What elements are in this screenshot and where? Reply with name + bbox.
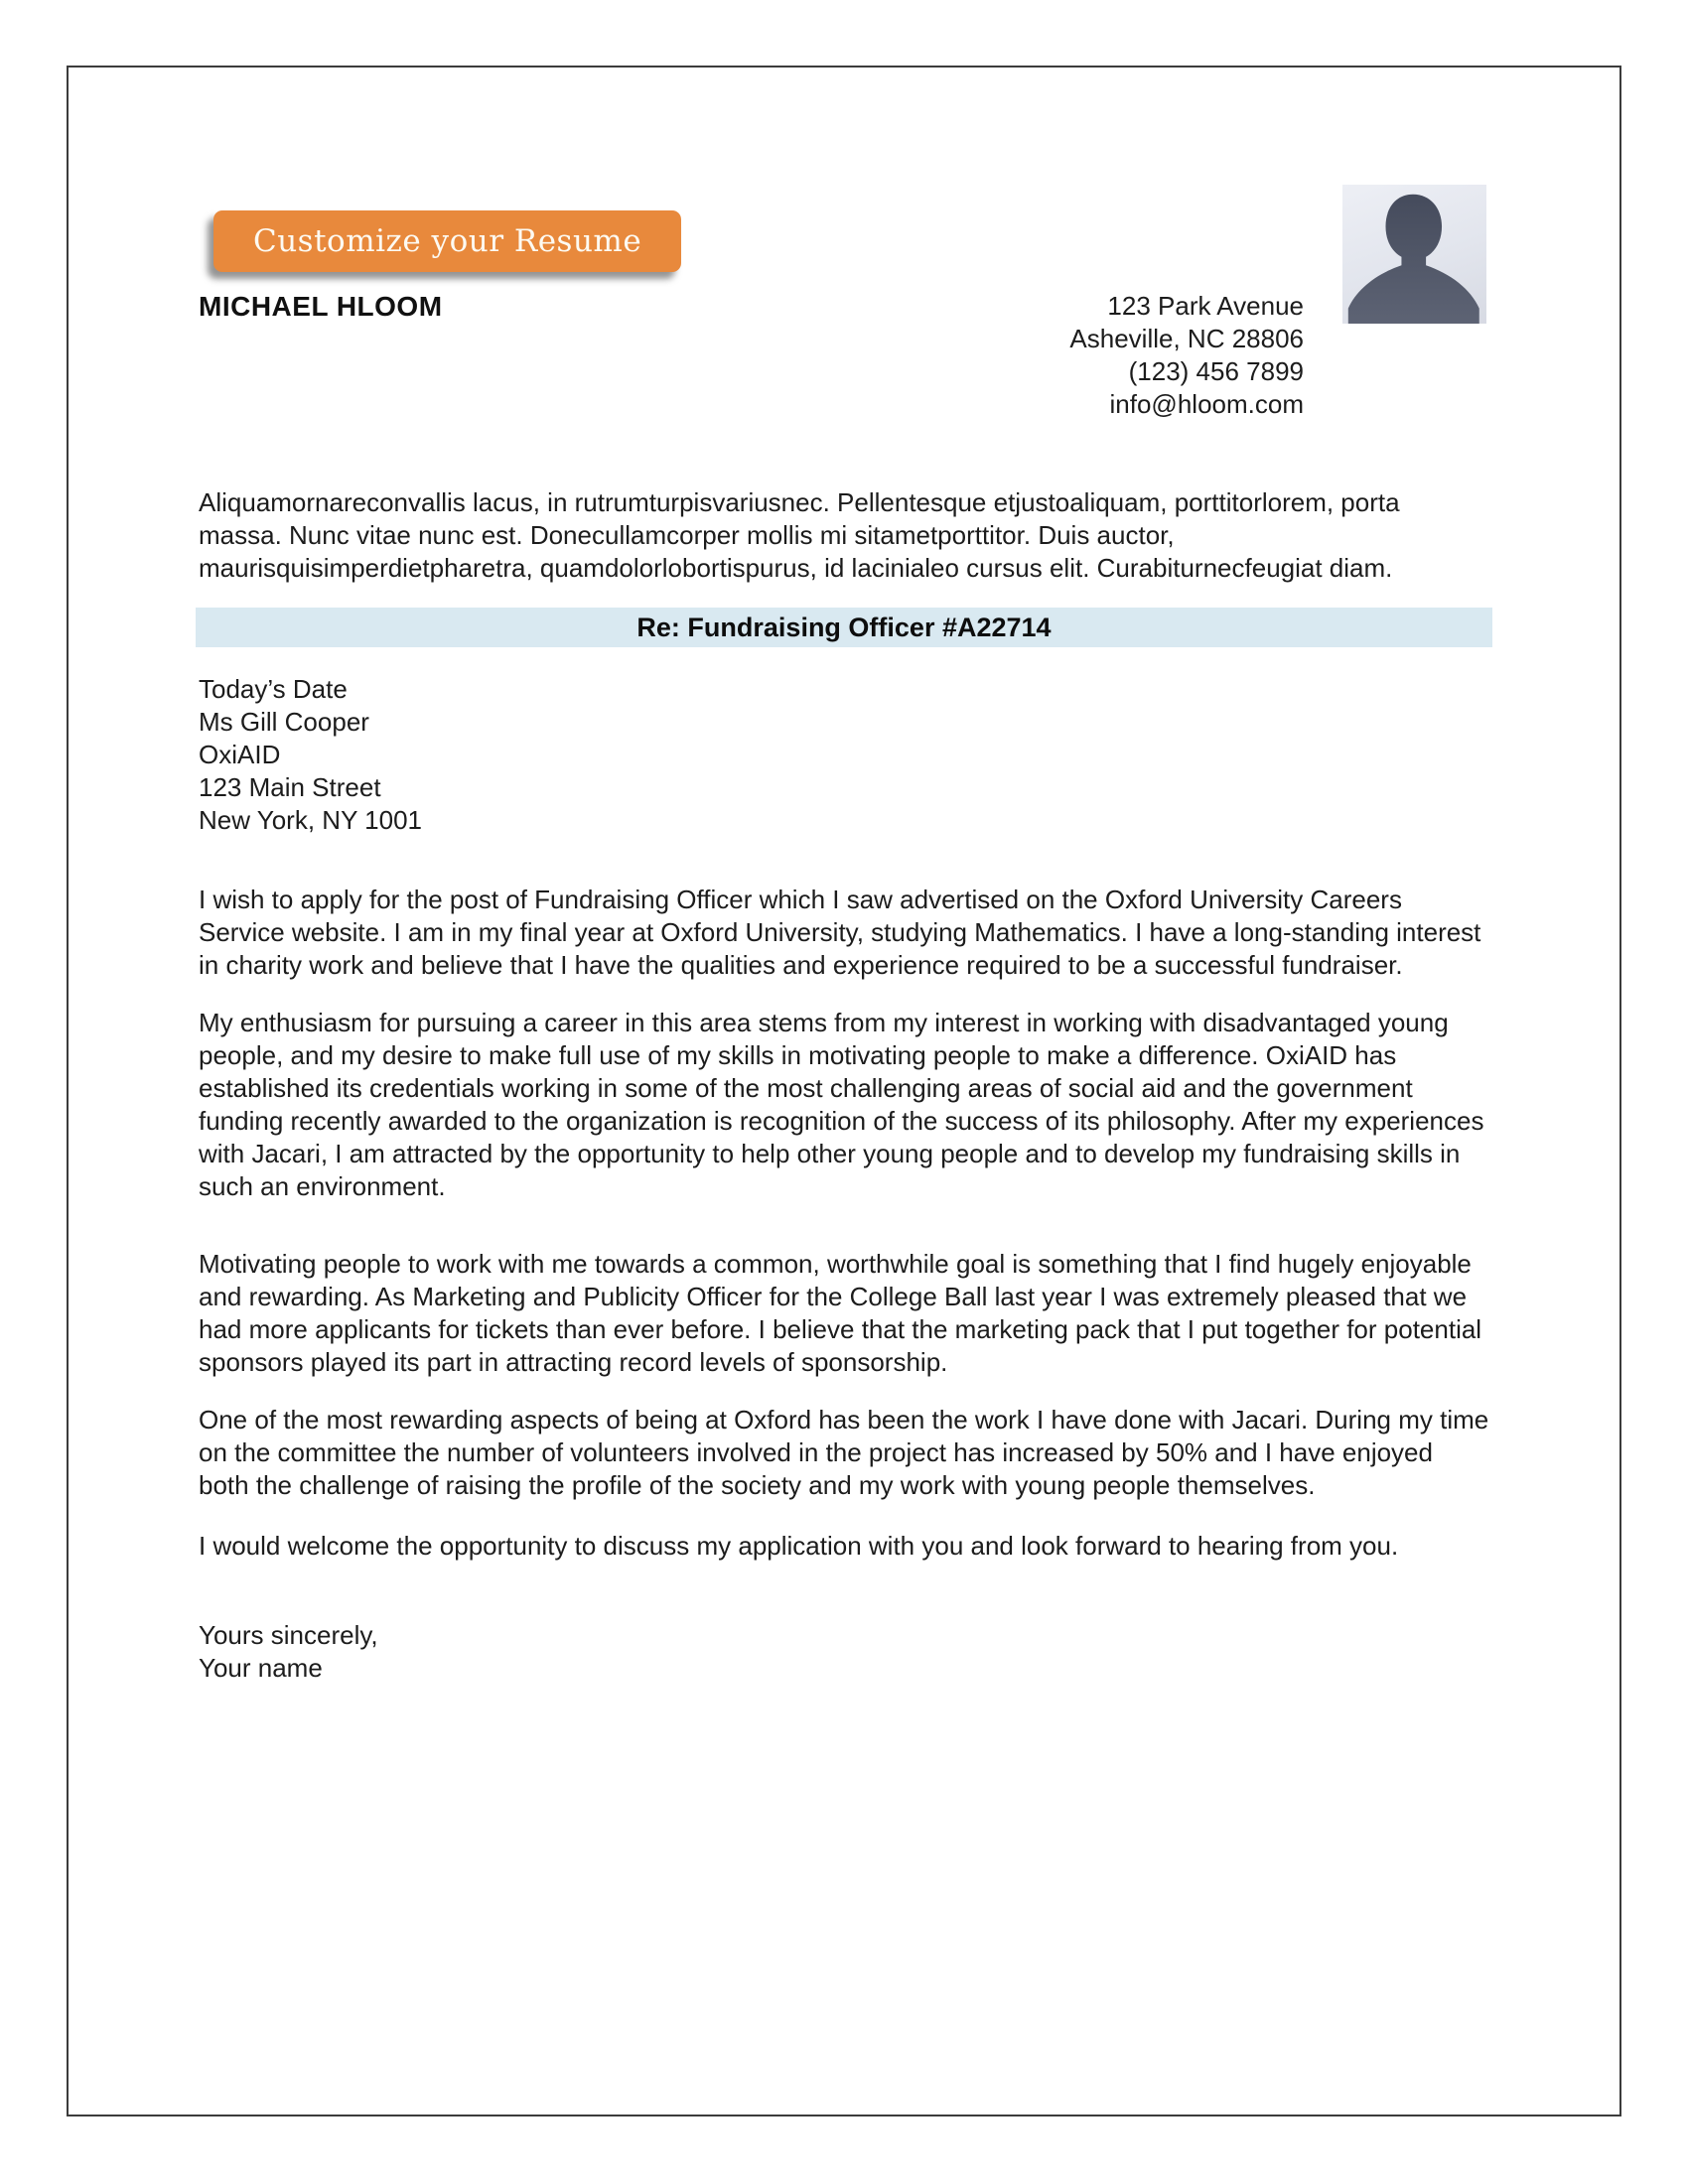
- recipient-line: OxiAID: [199, 740, 281, 769]
- closing-paragraph: I would welcome the opportunity to discuss my application with you and look forward to hearing from you.: [199, 1531, 1399, 1561]
- body-paragraph: One of the most rewarding aspects of being at Oxford has been the work I have done with Jacari. During my time on the committee the number of volunteers involved in the project has increased by 50% and I have enjoyed both the challenge of raising the profile of the society and my work with young people themselves.: [199, 1405, 1489, 1500]
- customize-button-row: [199, 68, 1489, 272]
- profile-photo-placeholder: [1342, 185, 1486, 324]
- sender-address-line: info@hloom.com: [1109, 389, 1304, 419]
- recipient-line: Today’s Date: [199, 674, 348, 704]
- body-paragraph: I wish to apply for the post of Fundraising Officer which I saw advertised on the Oxford University Careers Service website. I am in my final year at Oxford University, studying Mathematics. I have a long-standing interest in charity work and believe that I have the qualities and experience required to be a successful fundraiser.: [199, 885, 1481, 980]
- recipient-block: [199, 673, 1489, 837]
- recipient-line: Ms Gill Cooper: [199, 707, 369, 737]
- signoff-line: Yours sincerely,: [199, 1620, 378, 1650]
- recipient-line: 123 Main Street: [199, 772, 381, 802]
- letter-header: [199, 290, 1489, 421]
- body-paragraph: My enthusiasm for pursuing a career in this area stems from my interest in working with disadvantaged young people, and my desire to make full use of my skills in motivating people to make a difference. OxiAID has established its credentials working in some of the most challenging areas of social aid and the government funding recently awarded to the organization is recognition of the success of its philosophy. After my experiences with Jacari, I am attracted by the opportunity to help other young people and to develop my fundraising skills in such an environment.: [199, 1008, 1484, 1201]
- customize-resume-button[interactable]: Customize your Resume: [213, 210, 681, 272]
- sender-address-line: Asheville, NC 28806: [1069, 324, 1304, 353]
- person-silhouette-icon: [1342, 185, 1486, 324]
- sender-address-line: 123 Park Avenue: [1107, 291, 1304, 321]
- signoff-block: [199, 1619, 1489, 1685]
- sender-name: MICHAEL HLOOM: [199, 291, 443, 322]
- intro-paragraph: Aliquamornareconvallis lacus, in rutrumturpisvariusnec. Pellentesque etjustoaliquam, porttitorlorem, porta massa. Nunc vitae nunc est. Donecullamcorper mollis mi sitametporttitor. Duis auctor, maurisquisimperdietpharetra, quamdolorlobortispurus, id lacinialeo cursus elit. Curabiturnecfeugiat diam.: [199, 487, 1400, 583]
- body-paragraph: Motivating people to work with me towards a common, worthwhile goal is something that I find hugely enjoyable and rewarding. As Marketing and Publicity Officer for the College Ball last year I was extremely pleased that we had more applicants for tickets than ever before. I believe that the marketing pack that I put together for potential sponsors played its part in attracting record levels of sponsorship.: [199, 1249, 1482, 1377]
- recipient-line: New York, NY 1001: [199, 805, 422, 835]
- signoff-line: Your name: [199, 1653, 323, 1683]
- subject-bar: Re: Fundraising Officer #A22714: [196, 608, 1492, 647]
- sender-address-line: (123) 456 7899: [1128, 356, 1304, 386]
- letter-page: [67, 66, 1621, 2116]
- letter-content: [69, 68, 1619, 2115]
